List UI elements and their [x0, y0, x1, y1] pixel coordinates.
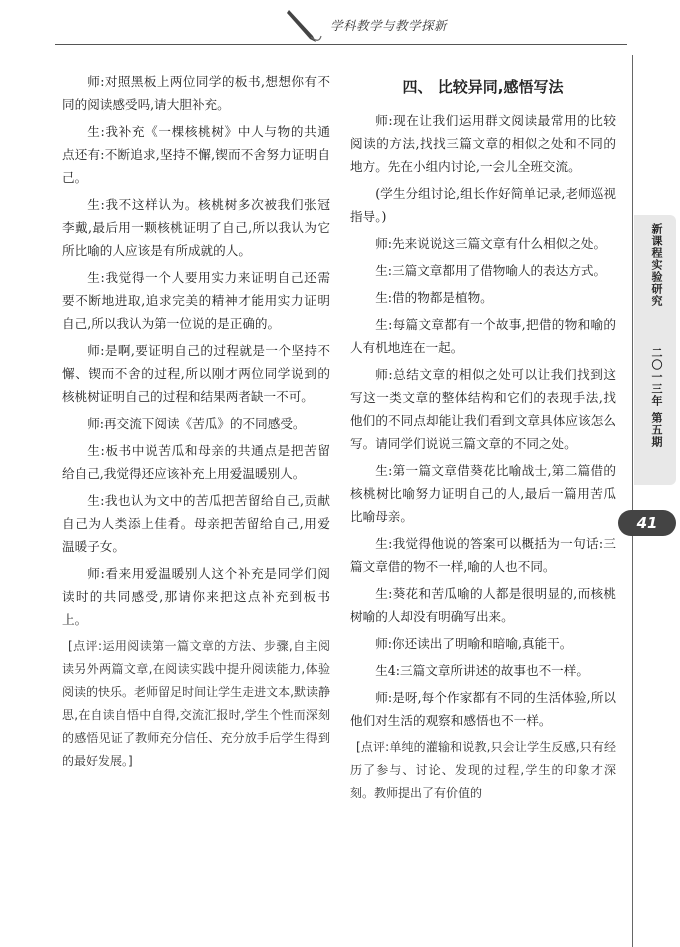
teacher-comment: [点评:单纯的灌输和说教,只会让学生反感,只有经历了参与、讨论、发现的过程,学生的印象才深刻。教师提出了有价值的 [350, 740, 616, 800]
journal-sidebar [632, 55, 680, 947]
section-title: 四、 比较异同,感悟写法 [402, 78, 564, 96]
teacher-comment: [点评:运用阅读第一篇文章的方法、步骤,自主阅读另外两篇文章,在阅读实践中提升阅读能力,体验阅读的快乐。老师留足时间让学生走进文本,默读静思,在自读自悟中自得,交流汇报时,学生个性而深刻的感悟见证了教师充分信任、充分放手后学生得到的最好发展。] [62, 639, 330, 768]
paragraph: 师:是啊,要证明自己的过程就是一个坚持不懈、锲而不舍的过程,所以刚才两位同学说到的核桃树证明自己的过程和结果两者缺一不可。 [62, 343, 330, 404]
paragraph: 生:板书中说苦瓜和母亲的共通点是把苦留给自己,我觉得还应该补充上用爱温暖别人。 [62, 443, 330, 481]
sidebar-divider [632, 55, 633, 947]
paragraph: 生:每篇文章都有一个故事,把借的物和喻的人有机地连在一起。 [350, 317, 616, 355]
left-column [62, 70, 330, 773]
paragraph: (学生分组讨论,组长作好简单记录,老师巡视指导。) [350, 186, 616, 224]
paragraph: 师:对照黑板上两位同学的板书,想想你有不同的阅读感受吗,请大胆补充。 [62, 74, 330, 112]
paragraph: 师:现在让我们运用群文阅读最常用的比较阅读的方法,找找三篇文章的相似之处和不同的地方。先在小组内讨论,一会儿全班交流。 [350, 113, 616, 174]
header-divider [55, 44, 627, 45]
paragraph: 生:三篇文章都用了借物喻人的表达方式。 [375, 263, 607, 278]
journal-issue: 二〇一三年 第五期 [650, 347, 663, 448]
paragraph: 生4:三篇文章所讲述的故事也不一样。 [375, 663, 589, 678]
paragraph: 师:先来说说这三篇文章有什么相似之处。 [375, 236, 607, 251]
paragraph: 生:葵花和苦瓜喻的人都是很明显的,而核桃树喻的人却没有明确写出来。 [350, 586, 616, 624]
pen-icon [283, 6, 323, 46]
page-header [0, 0, 680, 60]
paragraph: 师:是呀,每个作家都有不同的生活体验,所以他们对生活的观察和感悟也不一样。 [350, 690, 616, 728]
paragraph: 生:第一篇文章借葵花比喻战士,第二篇借的核桃树比喻努力证明自己的人,最后一篇用苦瓜比喻母亲。 [350, 463, 616, 524]
paragraph: 生:我补充《一棵核桃树》中人与物的共通点还有:不断追求,坚持不懈,锲而不舍努力证明自己。 [62, 124, 330, 185]
paragraph: 生:我觉得他说的答案可以概括为一句话:三篇文章借的物不一样,喻的人也不同。 [350, 536, 616, 574]
right-column [350, 70, 616, 805]
paragraph: 生:借的物都是植物。 [375, 290, 493, 305]
paragraph: 师:你还读出了明喻和暗喻,真能干。 [375, 636, 573, 651]
section-header-title: 学科教学与教学探新 [330, 18, 448, 33]
paragraph: 师:总结文章的相似之处可以让我们找到这写这一类文章的整体结构和它们的表现手法,找他们的不同点却能让我们看到文章具体应该怎么写。请同学们说说三篇文章的不同之处。 [350, 367, 616, 451]
paragraph: 师:看来用爱温暖别人这个补充是同学们阅读时的共同感受,那请你来把这点补充到板书上。 [62, 566, 330, 627]
journal-name: 新课程实验研究 [650, 223, 663, 307]
paragraph: 生:我不这样认为。核桃树多次被我们张冠李戴,最后用一颗核桃证明了自己,所以我认为它所比喻的人应该是有所成就的人。 [62, 197, 330, 258]
page-number: 41 [618, 510, 676, 536]
paragraph: 生:我也认为文中的苦瓜把苦留给自己,贡献自己为人类添上佳肴。母亲把苦留给自己,用爱温暖子女。 [62, 493, 330, 554]
paragraph: 生:我觉得一个人要用实力来证明自己还需要不断地进取,追求完美的精神才能用实力证明自己,所以我认为第一位说的是正确的。 [62, 270, 330, 331]
paragraph: 师:再交流下阅读《苦瓜》的不同感受。 [87, 416, 306, 431]
